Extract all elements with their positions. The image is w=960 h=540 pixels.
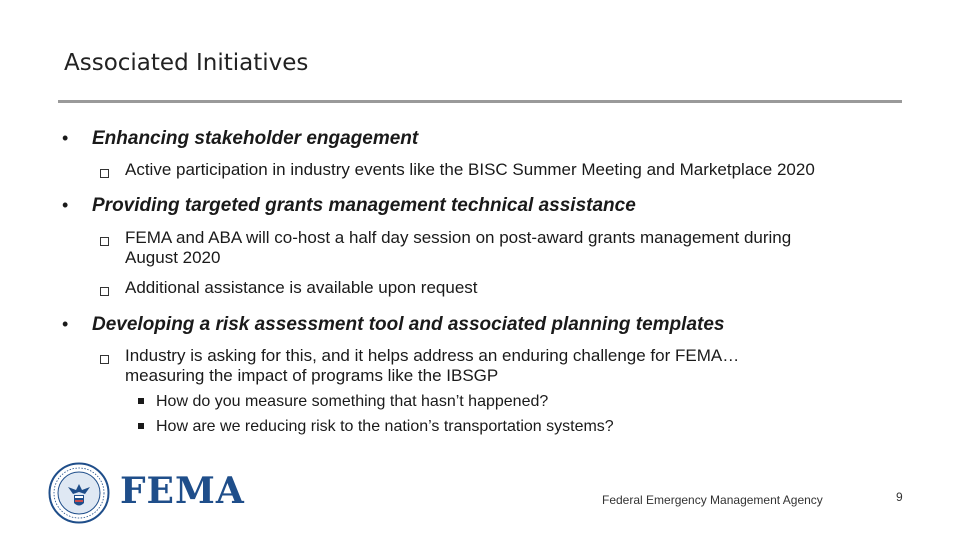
square-bullet-icon <box>138 398 144 404</box>
dhs-seal-icon <box>48 462 110 524</box>
sub-bullet-2-1-text <box>125 228 791 268</box>
checkbox-square-icon <box>100 237 109 246</box>
bullet-dot-icon: • <box>62 314 69 334</box>
sub-bullet-2-2 <box>100 278 890 298</box>
checkbox-square-icon <box>100 169 109 178</box>
title-divider <box>58 100 902 103</box>
bullet-dot-icon: • <box>62 128 69 148</box>
square-bullet-icon <box>138 423 144 429</box>
sub-sub-bullet-1 <box>138 393 548 411</box>
bullet-1 <box>62 128 418 150</box>
sub-sub-bullet-2 <box>138 418 614 436</box>
bullet-3-text: Developing a risk assessment tool and associated planning templates <box>92 314 725 335</box>
bullet-2-text: Providing targeted grants management technical assistance <box>92 195 636 216</box>
checkbox-square-icon <box>100 355 109 364</box>
bullet-1-text: Enhancing stakeholder engagement <box>92 128 419 149</box>
sub-bullet-3-1-text <box>125 346 739 386</box>
page-number: 9 <box>896 490 903 504</box>
sub-sub-bullet-2-text: How are we reducing risk to the nation’s transportation systems? <box>156 418 614 435</box>
bullet-2 <box>62 195 636 217</box>
sub-bullet-3-1-line1: Industry is asking for this, and it helps address an enduring challenge for FEMA… <box>125 346 740 365</box>
sub-bullet-1-1-text: Active participation in industry events like the BISC Summer Meeting and Marketplace 2020 <box>125 160 815 179</box>
sub-bullet-2-1 <box>100 228 890 268</box>
sub-bullet-2-2-text: Additional assistance is available upon request <box>125 278 478 297</box>
sub-bullet-2-1-line1: FEMA and ABA will co-host a half day session on post-award grants management during <box>125 228 792 247</box>
sub-bullet-1-1 <box>100 160 890 180</box>
page-title: Associated Initiatives <box>64 50 309 76</box>
sub-bullet-3-1-line2: measuring the impact of programs like the IBSGP <box>125 366 499 385</box>
sub-bullet-2-1-line2: August 2020 <box>125 248 221 267</box>
bullet-3 <box>62 314 724 336</box>
bullet-dot-icon: • <box>62 195 69 215</box>
checkbox-square-icon <box>100 287 109 296</box>
footer-agency-name: Federal Emergency Management Agency <box>602 493 823 507</box>
sub-sub-bullet-1-text: How do you measure something that hasn’t happened? <box>156 393 549 410</box>
fema-logo-text: FEMA <box>120 470 245 512</box>
sub-bullet-3-1 <box>100 346 890 386</box>
